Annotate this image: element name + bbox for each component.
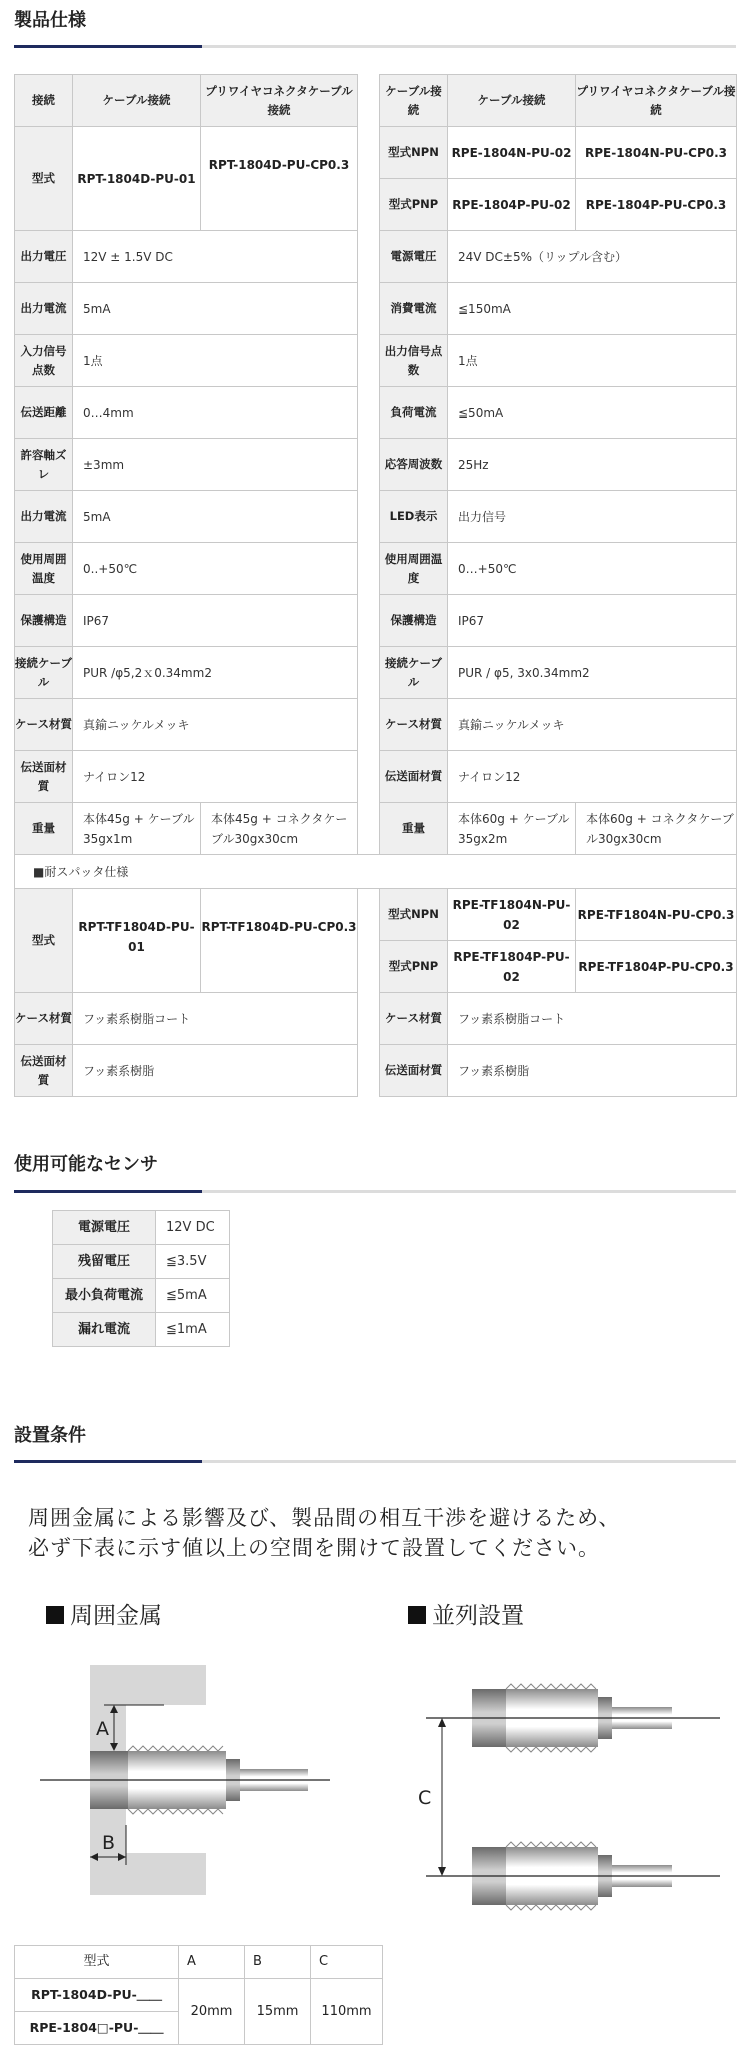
spec-row-value: 12V ± 1.5V DC <box>73 231 358 283</box>
spec-row-value: PUR /φ5,2ｘ0.34mm2 <box>73 647 358 699</box>
tf-model-pnp-prewire: RPE-TF1804P-PU-CP0.3 <box>576 941 737 993</box>
header-prewire-right: プリワイヤコネクタケーブル接続 <box>576 75 737 127</box>
install-intro-line1: 周囲金属による影響及び、製品間の相互干渉を避けるため、 <box>28 1506 621 1530</box>
sensor-row-label: 最小負荷電流 <box>53 1279 156 1313</box>
dist-model-2: RPE-1804□-PU-＿＿ <box>15 2012 179 2045</box>
spec-row <box>15 595 737 647</box>
spec-row-value-right: 24V DC±5%（リップル含む） <box>448 231 737 283</box>
spec-row-label-right: ケース材質 <box>380 699 448 751</box>
spec-row-value-right: 25Hz <box>448 439 737 491</box>
sensor-row-value: 12V DC <box>156 1211 230 1245</box>
tf-model-label: 型式 <box>15 889 73 993</box>
spec-row-label-right: 応答周波数 <box>380 439 448 491</box>
square-bullet-icon <box>408 1606 426 1624</box>
spec-row-label-right: 電源電圧 <box>380 231 448 283</box>
spec-row-value: フッ素系樹脂 <box>73 1045 358 1097</box>
column-gap <box>358 889 380 941</box>
spec-row-label-right: 負荷電流 <box>380 387 448 439</box>
weight-right-cable: 本体60g + ケーブル35gx2m <box>448 803 576 855</box>
spec-row-label-right: 使用周囲温度 <box>380 543 448 595</box>
column-gap <box>358 75 380 127</box>
header-cable: ケーブル接続 <box>73 75 201 127</box>
sensor-row-label: 残留電圧 <box>53 1245 156 1279</box>
column-gap <box>358 993 380 1045</box>
tf-model-npn-prewire: RPE-TF1804N-PU-CP0.3 <box>576 889 737 941</box>
spec-row-value-right: フッ素系樹脂 <box>448 1045 737 1097</box>
tf-model-pnp-cable: RPE-TF1804P-PU-02 <box>448 941 576 993</box>
spec-row-label: 伝送距離 <box>15 387 73 439</box>
spec-row <box>15 751 737 803</box>
header-cable-right: ケーブル接続 <box>448 75 576 127</box>
weight-label: 重量 <box>15 803 73 855</box>
spec-row-value-right: ナイロン12 <box>448 751 737 803</box>
dim-b-label: B <box>102 1832 116 1854</box>
column-gap <box>358 647 380 699</box>
spec-row-label-right: 伝送面材質 <box>380 1045 448 1097</box>
sensor-row-value: ≦5mA <box>156 1279 230 1313</box>
tf-spec-row <box>15 993 737 1045</box>
spec-row-value-right: ≦50mA <box>448 387 737 439</box>
model-pnp-label: 型式PNP <box>380 179 448 231</box>
column-gap <box>358 439 380 491</box>
spec-row-label: 出力電流 <box>15 283 73 335</box>
model-npn-cable: RPE-1804N-PU-02 <box>448 127 576 179</box>
sensor-row <box>53 1313 230 1347</box>
model-pnp-prewire: RPE-1804P-PU-CP0.3 <box>576 179 737 231</box>
model-npn-prewire: RPE-1804N-PU-CP0.3 <box>576 127 737 179</box>
spec-row-label: 保護構造 <box>15 595 73 647</box>
tf-model-npn-cable: RPE-TF1804N-PU-02 <box>448 889 576 941</box>
sensor-row-value: ≦1mA <box>156 1313 230 1347</box>
spec-row-value-right: フッ素系樹脂コート <box>448 993 737 1045</box>
tf-model-npn-label: 型式NPN <box>380 889 448 941</box>
spec-row-label: 接続ケーブル <box>15 647 73 699</box>
spec-row-label-right: 接続ケーブル <box>380 647 448 699</box>
tf-spec-row <box>15 1045 737 1097</box>
spec-row <box>15 335 737 387</box>
spec-row-value-right: 出力信号 <box>448 491 737 543</box>
column-gap <box>358 699 380 751</box>
spec-row <box>15 387 737 439</box>
dist-header-c: C <box>311 1946 383 1979</box>
spec-section-rule <box>14 45 736 48</box>
fig-surrounding-metal-title <box>46 1597 162 1630</box>
square-bullet-icon <box>46 1606 64 1624</box>
spec-row-value: 1点 <box>73 335 358 387</box>
sensor-section-rule <box>14 1190 736 1193</box>
model-left-prewire: RPT-1804D-PU-CP0.3 <box>201 127 358 231</box>
model-label: 型式 <box>15 127 73 231</box>
spec-row-value-right: ≦150mA <box>448 283 737 335</box>
column-gap <box>358 491 380 543</box>
fig-surrounding-metal-label: 周囲金属 <box>70 1603 162 1629</box>
sensor-row-value: ≦3.5V <box>156 1245 230 1279</box>
spec-row-label-right: LED表示 <box>380 491 448 543</box>
dist-header-model: 型式 <box>15 1946 179 1979</box>
spec-model-row <box>15 127 737 179</box>
column-gap <box>358 595 380 647</box>
sensor-row-label: 漏れ電流 <box>53 1313 156 1347</box>
spec-row-label: 出力電流 <box>15 491 73 543</box>
tf-model-pnp-label: 型式PNP <box>380 941 448 993</box>
column-gap <box>358 387 380 439</box>
header-prewire: プリワイヤコネクタケーブル接続 <box>201 75 358 127</box>
column-gap <box>358 231 380 283</box>
spec-row <box>15 283 737 335</box>
model-left-cable: RPT-1804D-PU-01 <box>73 127 201 231</box>
spec-row-label: 伝送面材質 <box>15 1045 73 1097</box>
sensor-row <box>53 1279 230 1313</box>
spec-row <box>15 231 737 283</box>
sensor-row <box>53 1211 230 1245</box>
spec-row-label: ケース材質 <box>15 993 73 1045</box>
spec-row-value-right: 真鍮ニッケルメッキ <box>448 699 737 751</box>
dim-c-arrow-down <box>438 1867 446 1876</box>
spec-row-value: 5mA <box>73 283 358 335</box>
spec-row-value: ナイロン12 <box>73 751 358 803</box>
distance-table <box>14 1945 383 2045</box>
spec-row-value: 5mA <box>73 491 358 543</box>
spec-row <box>15 699 737 751</box>
spatter-note: ■耐スパッタ仕様 <box>15 855 737 889</box>
spec-row-value: 0…4mm <box>73 387 358 439</box>
tf-model-left-prewire: RPT-TF1804D-PU-CP0.3 <box>201 889 358 993</box>
spec-header-row <box>15 75 737 127</box>
parallel-install-diagram <box>410 1665 720 1925</box>
spec-row <box>15 647 737 699</box>
spec-row-label-right: ケース材質 <box>380 993 448 1045</box>
fig-parallel-label: 並列設置 <box>432 1603 524 1629</box>
spec-row-value: フッ素系樹脂コート <box>73 993 358 1045</box>
sensor-section-title: 使用可能なセンサ <box>14 1154 158 1175</box>
install-intro-line2: 必ず下表に示す値以上の空間を開けて設置してください。 <box>28 1536 600 1560</box>
dist-header-b: B <box>245 1946 311 1979</box>
fig-parallel-title <box>408 1597 524 1630</box>
spec-row-label: 出力電圧 <box>15 231 73 283</box>
header-connection: 接続 <box>15 75 73 127</box>
sensor-table <box>52 1210 230 1347</box>
distance-row <box>15 1979 383 2012</box>
dim-a-label: A <box>96 1718 109 1740</box>
model-pnp-cable: RPE-1804P-PU-02 <box>448 179 576 231</box>
surrounding-metal-diagram <box>40 1665 330 1895</box>
spec-row <box>15 543 737 595</box>
spec-section-title: 製品仕様 <box>14 10 86 31</box>
dist-value-b: 15mm <box>245 1979 311 2045</box>
spec-row-label: 伝送面材質 <box>15 751 73 803</box>
column-gap <box>358 127 380 179</box>
tf-model-left-cable: RPT-TF1804D-PU-01 <box>73 889 201 993</box>
header-connection-right: ケーブル接続 <box>380 75 448 127</box>
spec-row-label-right: 出力信号点数 <box>380 335 448 387</box>
weight-right-prewire: 本体60g + コネクタケーブル30gx30cm <box>576 803 737 855</box>
weight-label-right: 重量 <box>380 803 448 855</box>
column-gap <box>358 335 380 387</box>
spec-row-label: 入力信号点数 <box>15 335 73 387</box>
spec-weight-row <box>15 803 737 855</box>
column-gap <box>358 803 380 855</box>
sensor-row <box>53 1245 230 1279</box>
spec-row <box>15 491 737 543</box>
dist-value-c: 110mm <box>311 1979 383 2045</box>
spec-row-label-right: 伝送面材質 <box>380 751 448 803</box>
column-gap <box>358 179 380 231</box>
spec-row-value-right: 0…+50℃ <box>448 543 737 595</box>
tf-model-row <box>15 889 737 941</box>
weight-left-cable: 本体45g + ケーブル35gx1m <box>73 803 201 855</box>
install-section-title: 設置条件 <box>14 1425 86 1446</box>
column-gap <box>358 751 380 803</box>
spec-row-label: 許容軸ズレ <box>15 439 73 491</box>
spec-row-label: 使用周囲温度 <box>15 543 73 595</box>
spec-row-label: ケース材質 <box>15 699 73 751</box>
spec-row <box>15 439 737 491</box>
dist-model-1: RPT-1804D-PU-＿＿ <box>15 1979 179 2012</box>
spatter-note-row <box>15 855 737 889</box>
spec-row-label-right: 消費電流 <box>380 283 448 335</box>
spec-row-value: 真鍮ニッケルメッキ <box>73 699 358 751</box>
weight-left-prewire: 本体45g + コネクタケーブル30gx30cm <box>201 803 358 855</box>
spec-row-label-right: 保護構造 <box>380 595 448 647</box>
spec-row-value: ±3mm <box>73 439 358 491</box>
column-gap <box>358 283 380 335</box>
spec-row-value-right: PUR / φ5, 3x0.34mm2 <box>448 647 737 699</box>
install-section-rule <box>14 1460 736 1463</box>
spec-row-value-right: IP67 <box>448 595 737 647</box>
distance-header-row <box>15 1946 383 1979</box>
dim-c-label: C <box>418 1787 432 1809</box>
dist-value-a: 20mm <box>179 1979 245 2045</box>
sensor-row-label: 電源電圧 <box>53 1211 156 1245</box>
column-gap <box>358 543 380 595</box>
spec-row-value-right: 1点 <box>448 335 737 387</box>
spec-table <box>14 74 737 1097</box>
column-gap <box>358 1045 380 1097</box>
dist-header-a: A <box>179 1946 245 1979</box>
column-gap <box>358 941 380 993</box>
dim-c-arrow-up <box>438 1718 446 1727</box>
spec-row-value: IP67 <box>73 595 358 647</box>
model-npn-label: 型式NPN <box>380 127 448 179</box>
spec-row-value: 0..+50℃ <box>73 543 358 595</box>
